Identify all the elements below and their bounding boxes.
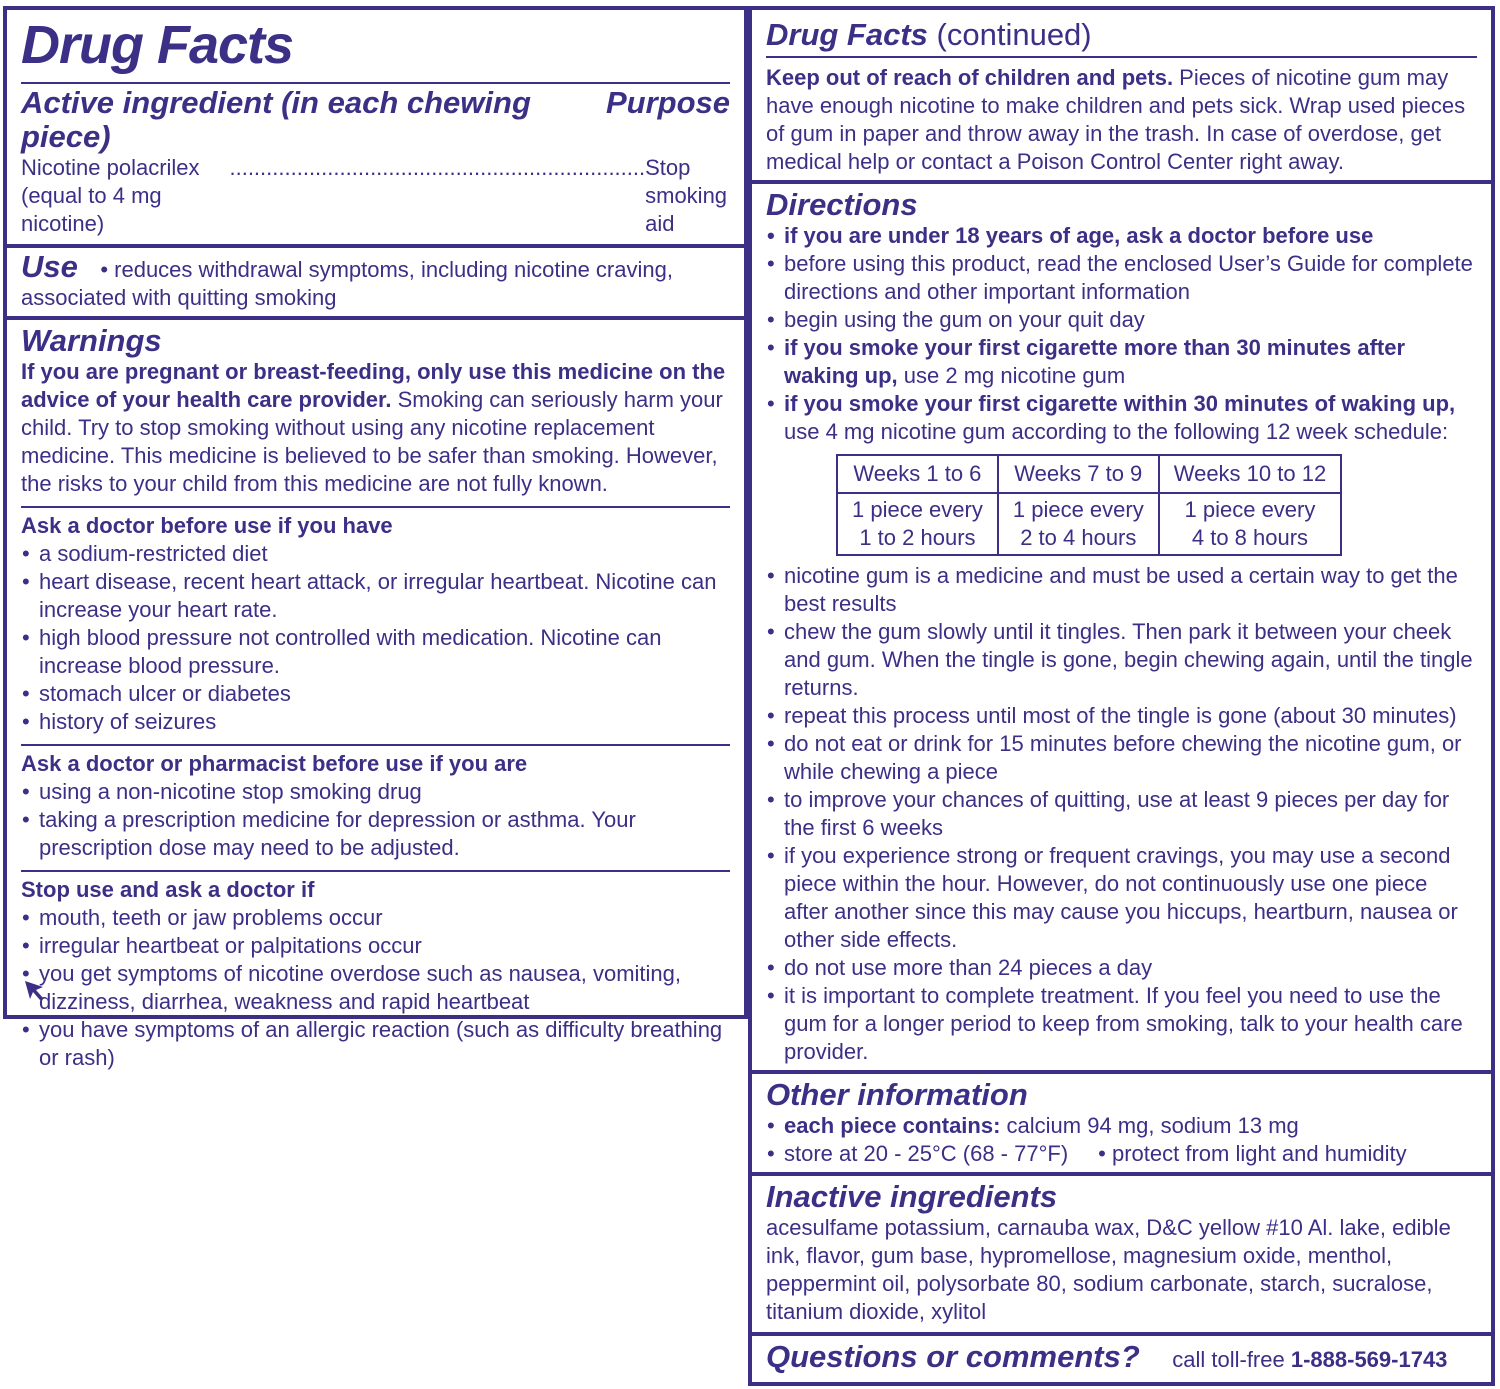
direction-bold: if you smoke your first cigarette more than 30 minutes after waking up, — [784, 335, 1406, 388]
list-item: • taking a prescription medicine for depression or asthma. Your prescription dose may need to be adjusted. — [21, 806, 730, 862]
active-ingredient-heading: Active ingredient (in each chewing piece) — [21, 85, 531, 154]
use-section — [7, 248, 744, 320]
directions-list-continued — [766, 562, 1477, 1066]
drug-facts-right-panel — [748, 6, 1495, 1386]
ingredient-row — [21, 154, 730, 238]
list-item: • do not eat or drink for 15 minutes before chewing the nicotine gum, or while chewing a piece — [766, 730, 1477, 786]
arrow-icon — [23, 979, 45, 1001]
drug-facts-title: Drug Facts — [21, 15, 294, 75]
list-item: • you get symptoms of nicotine overdose such as nausea, vomiting, dizziness, diarrhea, weakness and rapid heartbeat — [21, 960, 730, 1016]
keep-out-body: Pieces of nicotine gum may have enough nicotine to make children and pets sick. Wrap used pieces of gum in paper and throw away in the trash. In case of overdose, get medical help or contact a Poison Control Center right away. — [766, 65, 1466, 174]
list-item: • nicotine gum is a medicine and must be used a certain way to get the best results — [766, 562, 1477, 618]
purpose-heading: Purpose — [605, 85, 730, 120]
storage-text: store at 20 - 25°C (68 - 77°F) — [784, 1141, 1069, 1166]
cell-line: 1 piece every — [1012, 497, 1144, 522]
list-item: • to improve your chances of quitting, use at least 9 pieces per day for the first 6 weeks — [766, 786, 1477, 842]
warnings-section — [7, 320, 744, 1080]
ask-pharmacist-list — [21, 778, 730, 862]
table-header: Weeks 10 to 12 — [1159, 455, 1341, 493]
ingredient-name: Nicotine polacrilex (equal to 4 mg nicotine) — [21, 155, 200, 236]
list-item: • mouth, teeth or jaw problems occur — [21, 904, 730, 932]
list-item: • a sodium-restricted diet — [21, 540, 730, 568]
directions-section — [752, 184, 1491, 1074]
list-item — [766, 334, 1477, 390]
list-item: • before using this product, read the enclosed User’s Guide for complete directions and other important information — [766, 250, 1477, 306]
directions-heading: Directions — [766, 187, 918, 222]
stop-use-list — [21, 904, 730, 1072]
drug-facts-title-2: Drug Facts — [766, 17, 928, 52]
direction-text: use 4 mg nicotine gum according to the following 12 week schedule: — [784, 419, 1449, 444]
warnings-heading: Warnings — [21, 323, 162, 358]
ask-doctor-list — [21, 540, 730, 736]
other-information-heading: Other information — [766, 1077, 1028, 1112]
list-item: • chew the gum slowly until it tingles. Then park it between your cheek and gum. When the tingle is gone, begin chewing again, until the tingle returns. — [766, 618, 1477, 702]
list-item: • begin using the gum on your quit day — [766, 306, 1477, 334]
cell-line: 1 to 2 hours — [859, 525, 976, 550]
use-text-2: associated with quitting smoking — [21, 285, 337, 310]
list-item — [766, 1140, 1477, 1168]
table-cell — [837, 493, 998, 555]
pregnancy-bold: If you are pregnant or breast-feeding, only use this medicine on the advice of your health care provider. — [21, 359, 726, 412]
ask-pharmacist-block — [21, 746, 730, 870]
table-header: Weeks 1 to 6 — [837, 455, 998, 493]
list-item: • if you experience strong or frequent cravings, you may use a second piece within the hour. However, do not continuously use one piece after another since this may cause you hiccups, heartburn, nausea or other side effects. — [766, 842, 1477, 954]
other-bold: each piece contains: — [784, 1113, 1001, 1138]
inactive-ingredients-section — [752, 1176, 1491, 1336]
dosing-schedule-table — [836, 454, 1342, 556]
direction-bold: if you smoke your first cigarette within 30 minutes of waking up, — [784, 391, 1456, 416]
divider — [766, 56, 1477, 58]
questions-section — [752, 1336, 1491, 1380]
continued-label: (continued) — [927, 17, 1092, 52]
stop-use-heading: Stop use and ask a doctor if — [21, 877, 315, 902]
ask-doctor-heading: Ask a doctor before use if you have — [21, 513, 393, 538]
use-text-1: • reduces withdrawal symptoms, including nicotine craving, — [100, 257, 673, 282]
list-item — [766, 1112, 1477, 1140]
table-cell — [1159, 493, 1341, 555]
stop-use-block — [21, 872, 730, 1080]
ask-pharmacist-heading: Ask a doctor or pharmacist before use if you are — [21, 751, 528, 776]
keep-out-section — [752, 10, 1491, 184]
list-item: • heart disease, recent heart attack, or irregular heartbeat. Nicotine can increase your heart rate. — [21, 568, 730, 624]
cell-line: 1 piece every — [852, 497, 983, 522]
list-item: • irregular heartbeat or palpitations occur — [21, 932, 730, 960]
list-item: • repeat this process until most of the tingle is gone (about 30 minutes) — [766, 702, 1477, 730]
list-item: • if you are under 18 years of age, ask a doctor before use — [766, 222, 1477, 250]
inactive-ingredients-heading: Inactive ingredients — [766, 1179, 1058, 1214]
list-item — [766, 390, 1477, 446]
directions-list — [766, 222, 1477, 446]
active-header-row — [21, 86, 730, 154]
list-item: • using a non-nicotine stop smoking drug — [21, 778, 730, 806]
list-item: • it is important to complete treatment. If you feel you need to use the gum for a longer period to keep from smoking, talk to your health care provider. — [766, 982, 1477, 1066]
table-cell — [998, 493, 1159, 555]
table-header: Weeks 7 to 9 — [998, 455, 1159, 493]
list-item: • high blood pressure not controlled with medication. Nicotine can increase blood pressure. — [21, 624, 730, 680]
other-information-section — [752, 1074, 1491, 1176]
table-row — [837, 455, 1341, 493]
pregnancy-text: Smoking can seriously harm your child. Try to stop smoking without using any nicotine replacement medicine. This medicine is believed to be safer than smoking. However, the risks to your child from this medicine are not fully known. — [21, 387, 723, 496]
list-item: • do not use more than 24 pieces a day — [766, 954, 1477, 982]
ask-doctor-block — [21, 508, 730, 744]
table-row — [837, 493, 1341, 555]
leader-dots: .................................................................... — [229, 155, 646, 180]
direction-text: use 2 mg nicotine gum — [897, 363, 1126, 388]
list-item: • stomach ulcer or diabetes — [21, 680, 730, 708]
questions-heading: Questions or comments? — [766, 1339, 1140, 1374]
questions-text: call toll-free — [1172, 1347, 1291, 1372]
keep-out-text — [766, 64, 1477, 176]
list-item: • history of seizures — [21, 708, 730, 736]
other-text: calcium 94 mg, sodium 13 mg — [1000, 1113, 1299, 1138]
cell-line: 4 to 8 hours — [1191, 525, 1309, 550]
divider — [21, 82, 730, 84]
phone-number[interactable]: 1-888-569-1743 — [1290, 1347, 1448, 1372]
pregnancy-warning — [21, 358, 730, 506]
protect-text: • protect from light and humidity — [1098, 1141, 1407, 1166]
continued-title — [766, 18, 1477, 52]
ingredient-purpose: Stop smoking aid — [645, 155, 728, 236]
inactive-ingredients-text: acesulfame potassium, carnauba wax, D&C yellow #10 Al. lake, edible ink, flavor, gum base, hypromellose, magnesium oxide, menthol, peppermint oil, polysorbate 80, sodium carbonate, starch, sucralose, titanium dioxide, xylitol — [766, 1215, 1451, 1324]
use-heading: Use — [21, 249, 78, 284]
keep-out-bold: Keep out of reach of children and pets. — [766, 65, 1174, 90]
cell-line: 2 to 4 hours — [1020, 525, 1137, 550]
list-item: • you have symptoms of an allergic reaction (such as difficulty breathing or rash) — [21, 1016, 730, 1072]
other-information-list — [766, 1112, 1477, 1168]
drug-facts-left-panel — [3, 6, 748, 1070]
active-ingredient-section — [7, 10, 744, 248]
cell-line: 1 piece every — [1184, 497, 1316, 522]
